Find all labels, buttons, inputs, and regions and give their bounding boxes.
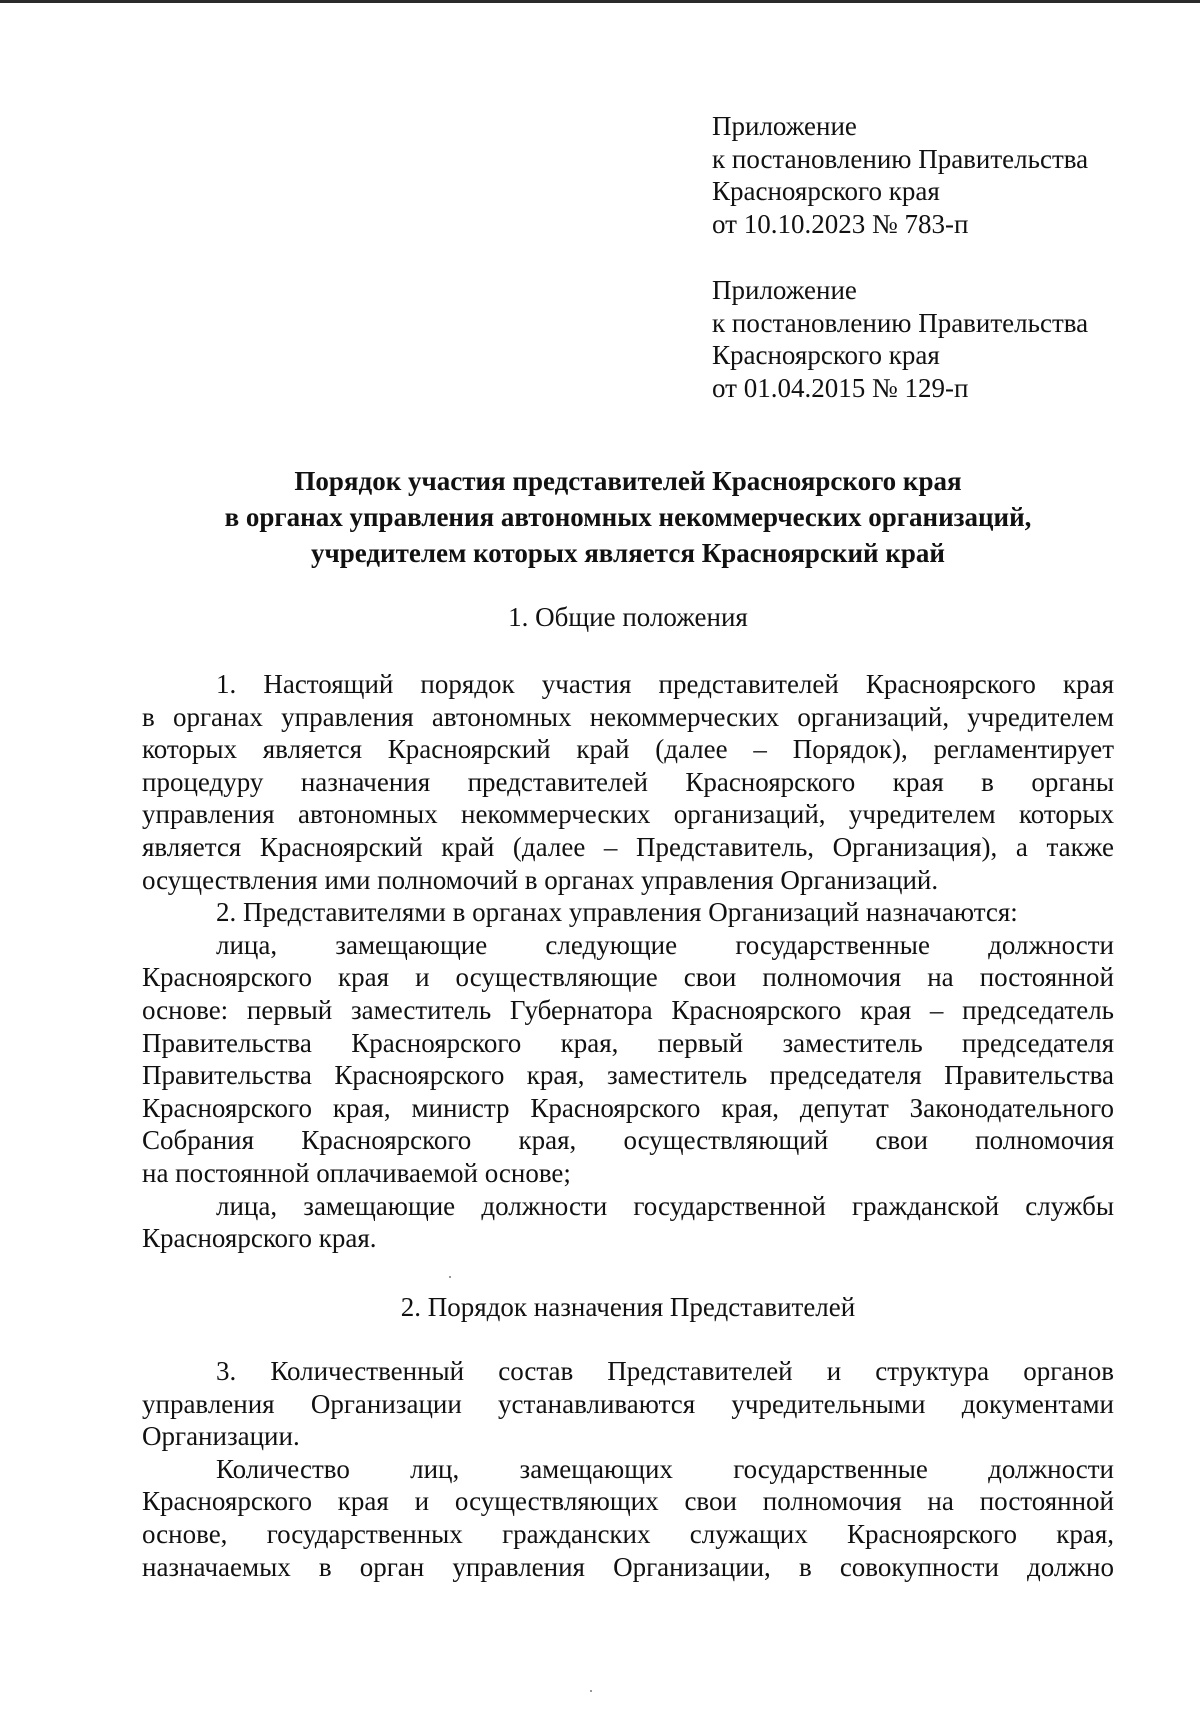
title-line: Порядок участия представителей Красноярского края [294, 466, 962, 496]
appendix-line: Приложение [712, 275, 857, 305]
appendix-line: к постановлению Правительства [712, 143, 1089, 174]
body-line: Правительства Красноярского края, первый заместитель председателя [142, 1027, 1114, 1058]
appendix-line: от 01.04.2015 № 129-п [712, 372, 969, 403]
body-line: управления автономных некоммерческих организаций, учредителем которых [142, 799, 1114, 830]
body-line: 1. Настоящий порядок участия представителей Красноярского края [216, 669, 1114, 699]
body-line: основе, государственных гражданских служащих Красноярского края, [142, 1518, 1114, 1549]
body-line: Красноярского края и осуществляющие свои полномочия на постоянной [142, 962, 1114, 993]
scan-top-edge [0, 0, 1200, 3]
appendix-line: Красноярского края [712, 176, 940, 206]
body-line: Количество лиц, замещающих государственные должности [216, 1453, 1114, 1484]
title-line: учредителем которых является Красноярский край [311, 538, 945, 568]
body-line: 3. Количественный состав Представителей и структура органов [216, 1356, 1114, 1386]
section-1-heading: 1. Общие положения [508, 602, 748, 632]
body-line: Красноярского края. [142, 1223, 377, 1254]
body-line: Красноярского края и осуществляющих свои полномочия на постоянной [142, 1486, 1114, 1517]
section-1-body [142, 668, 1114, 1255]
body-line: основе: первый заместитель Губернатора Красноярского края – председатель [142, 994, 1114, 1025]
body-line: процедуру назначения представителей Красноярского края в органы [142, 766, 1114, 797]
appendix-line: Красноярского края [712, 340, 940, 370]
body-line: Организации. [142, 1421, 300, 1452]
appendix-line: к постановлению Правительства [712, 307, 1089, 338]
body-line: Правительства Красноярского края, заместитель председателя Правительства [142, 1060, 1114, 1091]
title-line: в органах управления автономных некоммерческих организаций, [224, 502, 1032, 532]
body-line: осуществления ими полномочий в органах управления Организаций. [142, 864, 939, 895]
appendix-line: Приложение [712, 111, 857, 141]
appendix-original-block [712, 274, 1152, 404]
body-line: которых является Красноярский край (далее – Порядок), регламентирует [142, 734, 1114, 765]
body-line: 2. Представителями в органах управления Организаций назначаются: [216, 897, 1018, 928]
section-2-body [142, 1355, 1114, 1583]
body-line: назначаемых в орган управления Организации, в совокупности должно [142, 1551, 1114, 1582]
body-line: управления Организации устанавливаются учредительными документами [142, 1388, 1114, 1419]
body-line: является Красноярский край (далее – Представитель, Организация), а также [142, 831, 1114, 862]
body-line: на постоянной оплачиваемой основе; [142, 1157, 571, 1188]
body-line: Собрания Красноярского края, осуществляющий свои полномочия [142, 1125, 1114, 1156]
document-title [140, 463, 1116, 571]
body-line: лица, замещающие следующие государственные должности [216, 929, 1114, 960]
body-line: лица, замещающие должности государственной гражданской службы [216, 1190, 1114, 1221]
scan-speck [449, 1276, 451, 1278]
appendix-current-block [712, 110, 1152, 240]
section-2-heading: 2. Порядок назначения Представителей [400, 1292, 856, 1322]
body-line: Красноярского края, министр Красноярского края, депутат Законодательного [142, 1092, 1114, 1123]
scan-speck [590, 1690, 592, 1692]
appendix-line: от 10.10.2023 № 783-п [712, 208, 969, 239]
body-line: в органах управления автономных некоммерческих организаций, учредителем [142, 701, 1114, 732]
